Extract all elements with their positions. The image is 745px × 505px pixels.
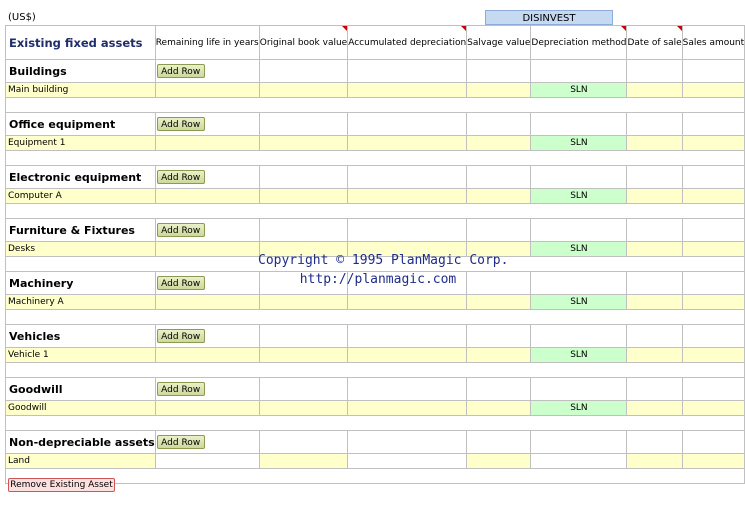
empty-cell <box>682 431 745 454</box>
date-of-sale-cell[interactable] <box>627 401 682 416</box>
add-row-button[interactable]: Add Row <box>157 170 205 184</box>
empty-cell <box>259 431 347 454</box>
accumulated-cell[interactable] <box>348 454 467 469</box>
spacer-cell <box>6 151 745 166</box>
empty-cell <box>259 378 347 401</box>
col-accumulated-label: Accumulated depreciation <box>348 37 467 48</box>
col-sales-amount: Sales amount <box>682 26 745 60</box>
category-name: Non-depreciable assets <box>6 431 156 454</box>
accumulated-cell[interactable] <box>348 189 467 204</box>
empty-cell <box>627 325 682 348</box>
disinvest-header: DISINVEST <box>485 10 613 25</box>
empty-cell <box>467 431 531 454</box>
comment-marker-icon[interactable] <box>461 26 466 31</box>
empty-cell <box>531 166 627 189</box>
empty-cell <box>682 219 745 242</box>
empty-cell <box>531 325 627 348</box>
add-row-button[interactable]: Add Row <box>157 329 205 343</box>
add-row-cell <box>155 378 259 401</box>
remaining-life-cell[interactable] <box>155 242 259 257</box>
accumulated-cell[interactable] <box>348 348 467 363</box>
add-row-cell <box>155 219 259 242</box>
depreciation-method-cell[interactable] <box>531 454 627 469</box>
date-of-sale-cell[interactable] <box>627 454 682 469</box>
empty-cell <box>259 113 347 136</box>
accumulated-cell[interactable] <box>348 136 467 151</box>
sales-amount-cell[interactable] <box>682 295 745 310</box>
category-name: Machinery <box>6 272 156 295</box>
empty-cell <box>467 378 531 401</box>
asset-name-cell[interactable]: Desks <box>6 242 156 257</box>
empty-cell <box>467 166 531 189</box>
empty-cell <box>348 60 467 83</box>
spacer-cell <box>6 98 745 113</box>
empty-cell <box>259 166 347 189</box>
asset-name-cell[interactable]: Main building <box>6 83 156 98</box>
salvage-cell[interactable] <box>467 189 531 204</box>
asset-row <box>6 295 745 310</box>
category-row <box>6 431 745 454</box>
sales-amount-cell[interactable] <box>682 401 745 416</box>
remaining-life-cell[interactable] <box>155 454 259 469</box>
empty-cell <box>467 113 531 136</box>
category-name: Vehicles <box>6 325 156 348</box>
asset-name-cell[interactable]: Equipment 1 <box>6 136 156 151</box>
add-row-button[interactable]: Add Row <box>157 276 205 290</box>
col-method-label: Depreciation method <box>531 37 627 48</box>
empty-cell <box>682 113 745 136</box>
add-row-cell <box>155 325 259 348</box>
table-title: Existing fixed assets <box>6 26 156 60</box>
add-row-button[interactable]: Add Row <box>157 64 205 78</box>
asset-row <box>6 83 745 98</box>
date-of-sale-cell[interactable] <box>627 242 682 257</box>
col-date-label: Date of sale <box>627 37 682 48</box>
empty-cell <box>348 166 467 189</box>
col-original-book-value-label: Original book value <box>259 37 348 48</box>
remaining-life-cell[interactable] <box>155 348 259 363</box>
original-book-cell[interactable] <box>259 348 347 363</box>
remaining-life-cell[interactable] <box>155 401 259 416</box>
empty-cell <box>627 272 682 295</box>
remaining-life-cell[interactable] <box>155 83 259 98</box>
empty-cell <box>259 60 347 83</box>
sales-amount-cell[interactable] <box>682 83 745 98</box>
copyright-url: http://planmagic.com <box>299 272 457 287</box>
asset-name-cell[interactable]: Goodwill <box>6 401 156 416</box>
date-of-sale-cell[interactable] <box>627 83 682 98</box>
empty-cell <box>531 60 627 83</box>
original-book-cell[interactable] <box>259 83 347 98</box>
empty-cell <box>682 60 745 83</box>
sales-amount-cell[interactable] <box>682 348 745 363</box>
salvage-cell[interactable] <box>467 401 531 416</box>
empty-cell <box>348 219 467 242</box>
empty-cell <box>531 113 627 136</box>
remaining-life-cell[interactable] <box>155 295 259 310</box>
category-row <box>6 219 745 242</box>
depreciation-method-cell[interactable]: SLN <box>531 83 627 98</box>
asset-name-cell[interactable]: Vehicle 1 <box>6 348 156 363</box>
sales-amount-cell[interactable] <box>682 454 745 469</box>
comment-marker-icon[interactable] <box>342 26 347 31</box>
currency-label: (US$) <box>8 12 36 23</box>
category-row <box>6 113 745 136</box>
add-row-button[interactable]: Add Row <box>157 435 205 449</box>
sales-amount-cell[interactable] <box>682 242 745 257</box>
spacer-cell <box>6 363 745 378</box>
spacer-cell <box>6 310 745 325</box>
original-book-cell[interactable] <box>259 295 347 310</box>
depreciation-method-cell[interactable]: SLN <box>531 401 627 416</box>
asset-name-cell[interactable]: Machinery A <box>6 295 156 310</box>
category-row <box>6 325 745 348</box>
category-name: Office equipment <box>6 113 156 136</box>
category-name: Electronic equipment <box>6 166 156 189</box>
empty-cell <box>348 378 467 401</box>
add-row-cell <box>155 431 259 454</box>
original-book-cell[interactable] <box>259 401 347 416</box>
original-book-cell[interactable] <box>259 136 347 151</box>
spacer-row <box>6 98 745 113</box>
salvage-cell[interactable] <box>467 136 531 151</box>
salvage-cell[interactable] <box>467 348 531 363</box>
empty-cell <box>259 325 347 348</box>
empty-cell <box>531 219 627 242</box>
spacer-row <box>6 204 745 219</box>
depreciation-method-cell[interactable]: SLN <box>531 189 627 204</box>
spacer-row <box>6 363 745 378</box>
original-book-cell[interactable] <box>259 189 347 204</box>
accumulated-cell[interactable] <box>348 401 467 416</box>
asset-row <box>6 136 745 151</box>
empty-cell <box>348 325 467 348</box>
header-row <box>6 26 745 60</box>
empty-cell <box>627 431 682 454</box>
spacer-row <box>6 310 745 325</box>
spacer-row <box>6 416 745 431</box>
add-row-cell <box>155 272 259 295</box>
original-book-cell[interactable] <box>259 454 347 469</box>
copyright-line: Copyright © 1995 PlanMagic Corp. <box>258 253 509 268</box>
add-row-cell <box>155 60 259 83</box>
add-row-button[interactable]: Add Row <box>157 223 205 237</box>
empty-cell <box>627 113 682 136</box>
col-remaining-life: Remaining life in years <box>155 26 259 60</box>
add-row-cell <box>155 166 259 189</box>
asset-row <box>6 454 745 469</box>
empty-cell <box>627 166 682 189</box>
category-name: Goodwill <box>6 378 156 401</box>
empty-cell <box>531 378 627 401</box>
add-row-cell <box>155 113 259 136</box>
accumulated-cell[interactable] <box>348 295 467 310</box>
empty-cell <box>682 325 745 348</box>
accumulated-cell[interactable] <box>348 83 467 98</box>
depreciation-method-cell[interactable]: SLN <box>531 295 627 310</box>
col-original-book-value <box>259 26 347 60</box>
date-of-sale-cell[interactable] <box>627 295 682 310</box>
comment-marker-icon[interactable] <box>621 26 626 31</box>
spacer-cell <box>6 416 745 431</box>
date-of-sale-cell[interactable] <box>627 136 682 151</box>
comment-marker-icon[interactable] <box>677 26 682 31</box>
empty-cell <box>531 431 627 454</box>
empty-cell <box>348 113 467 136</box>
category-row <box>6 166 745 189</box>
category-row <box>6 60 745 83</box>
empty-cell <box>348 431 467 454</box>
copyright-watermark <box>258 251 509 289</box>
empty-cell <box>259 219 347 242</box>
spacer-cell <box>6 469 745 484</box>
category-name: Furniture & Fixtures <box>6 219 156 242</box>
empty-cell <box>682 272 745 295</box>
spacer-cell <box>6 204 745 219</box>
col-date-of-sale <box>627 26 682 60</box>
empty-cell <box>682 166 745 189</box>
empty-cell <box>531 272 627 295</box>
asset-row <box>6 401 745 416</box>
salvage-cell[interactable] <box>467 83 531 98</box>
depreciation-method-cell[interactable]: SLN <box>531 348 627 363</box>
col-accumulated-depreciation <box>348 26 467 60</box>
sales-amount-cell[interactable] <box>682 136 745 151</box>
salvage-cell[interactable] <box>467 454 531 469</box>
empty-cell <box>627 60 682 83</box>
remaining-life-cell[interactable] <box>155 136 259 151</box>
asset-row <box>6 189 745 204</box>
asset-row <box>6 348 745 363</box>
remove-existing-asset-button[interactable]: Remove Existing Asset <box>8 478 115 492</box>
empty-cell <box>682 378 745 401</box>
depreciation-method-cell[interactable]: SLN <box>531 136 627 151</box>
category-name: Buildings <box>6 60 156 83</box>
remaining-life-cell[interactable] <box>155 189 259 204</box>
empty-cell <box>627 378 682 401</box>
asset-name-cell[interactable]: Computer A <box>6 189 156 204</box>
col-salvage-value: Salvage value <box>467 26 531 60</box>
empty-cell <box>467 60 531 83</box>
sales-amount-cell[interactable] <box>682 189 745 204</box>
add-row-button[interactable]: Add Row <box>157 117 205 131</box>
category-row <box>6 378 745 401</box>
empty-cell <box>467 325 531 348</box>
asset-name-cell[interactable]: Land <box>6 454 156 469</box>
date-of-sale-cell[interactable] <box>627 348 682 363</box>
empty-cell <box>467 219 531 242</box>
salvage-cell[interactable] <box>467 295 531 310</box>
spacer-row <box>6 469 745 484</box>
spacer-row <box>6 151 745 166</box>
date-of-sale-cell[interactable] <box>627 189 682 204</box>
col-depreciation-method <box>531 26 627 60</box>
empty-cell <box>627 219 682 242</box>
depreciation-method-cell[interactable]: SLN <box>531 242 627 257</box>
add-row-button[interactable]: Add Row <box>157 382 205 396</box>
